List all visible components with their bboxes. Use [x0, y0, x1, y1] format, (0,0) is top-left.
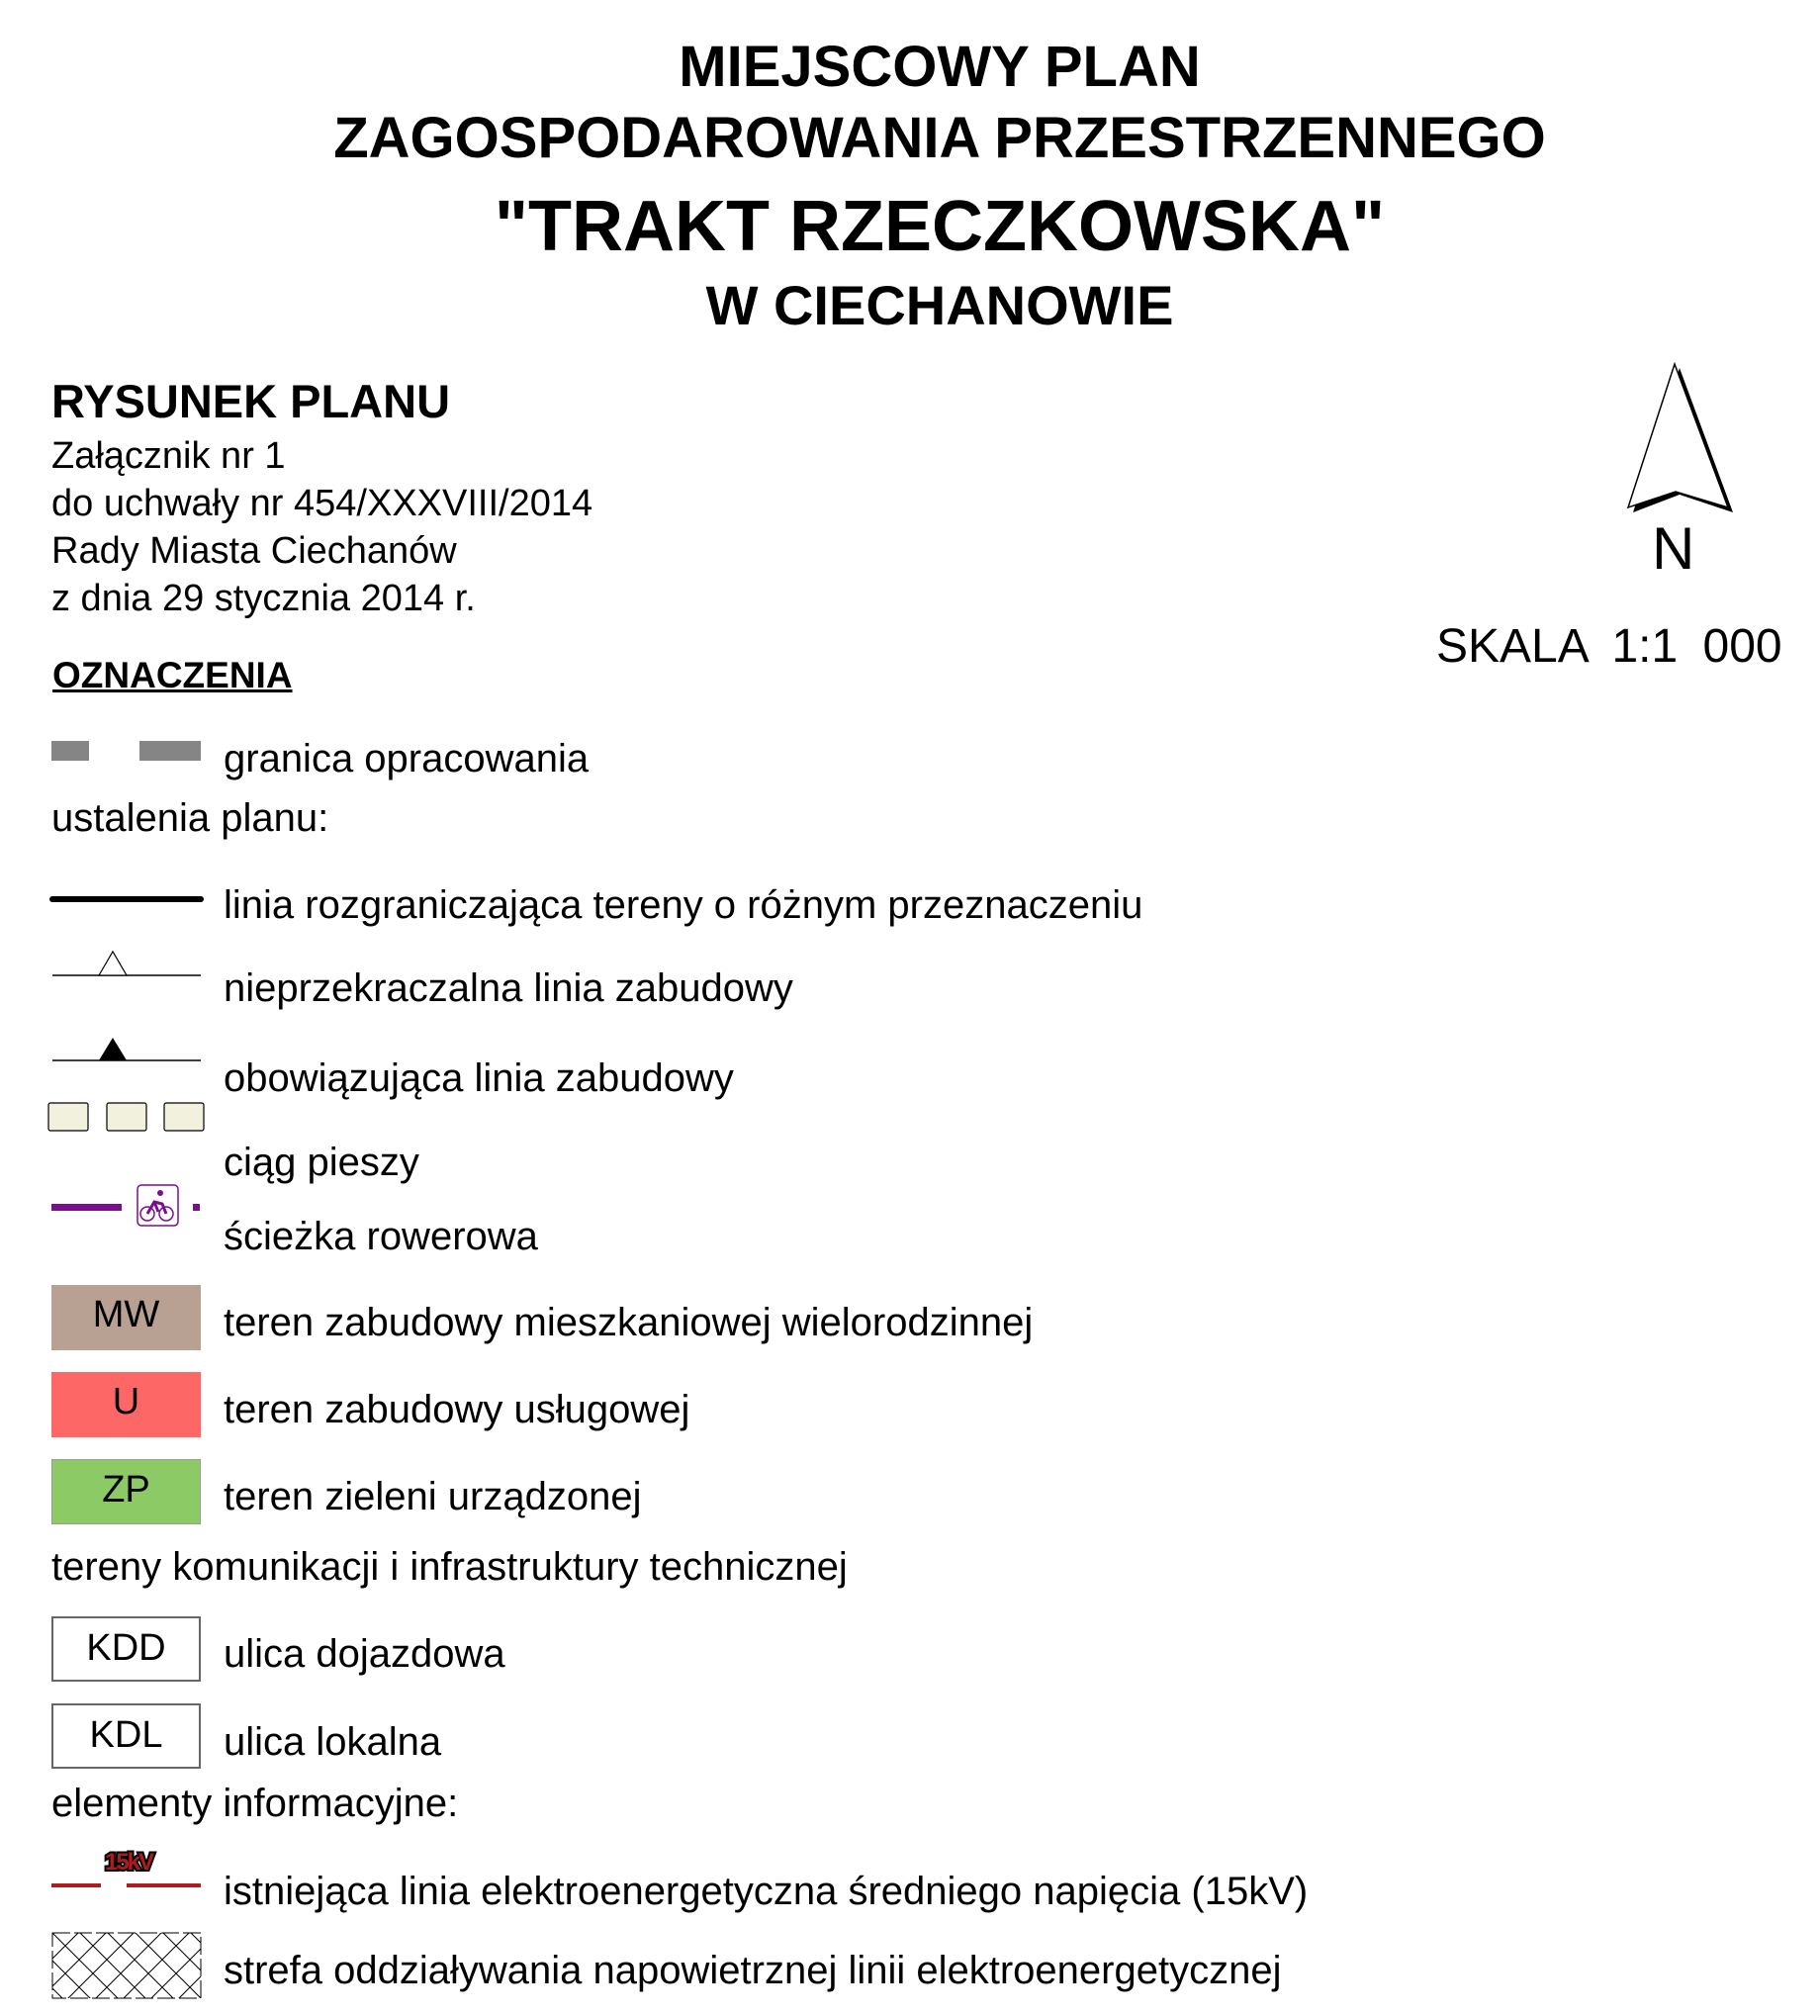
- legend-mw-label: teren zabudowy mieszkaniowej wielorodzinnej: [224, 1301, 1034, 1344]
- legend-pedestrian-label: ciąg pieszy: [224, 1141, 419, 1184]
- legend-kdd-label: ulica dojazdowa: [224, 1632, 505, 1676]
- attachment-line: z dnia 29 stycznia 2014 r.: [51, 578, 476, 619]
- legend-line-divide-label: linia rozgraniczająca tereny o różnym przeznaczeniu: [224, 883, 1143, 927]
- crosshatch-zone-icon: [51, 1932, 202, 1999]
- legend-line-nonexceed-label: nieprzekraczalna linia zabudowy: [224, 966, 793, 1010]
- legend-zone-label: strefa oddziaływania napowietrznej linii elektroenergetycznej: [224, 1949, 1282, 1992]
- scale-label: SKALA 1:1 000: [1436, 620, 1782, 673]
- legend-title: OZNACZENIA: [52, 655, 293, 695]
- legend-boundary-label: granica opracowania: [224, 737, 590, 780]
- legend-power-label: istniejąca linia elektroenergetyczna średniego napięcia (15kV): [224, 1870, 1309, 1913]
- svg-text:15kV: 15kV: [104, 1849, 153, 1876]
- power-line-icon: [51, 1846, 202, 1895]
- section-transport: tereny komunikacji i infrastruktury technicznej: [51, 1545, 848, 1589]
- mw-swatch: MW: [51, 1285, 201, 1350]
- kdd-swatch: KDD: [51, 1616, 201, 1682]
- legend-zp-label: teren zieleni urządzonej: [224, 1475, 642, 1518]
- section-plan: ustalenia planu:: [51, 796, 329, 840]
- zp-swatch: ZP: [51, 1459, 201, 1524]
- title-line-2: ZAGOSPODAROWANIA PRZESTRZENNEGO: [333, 106, 1546, 170]
- boundary-dash-icon: [51, 741, 202, 763]
- attachment-line: Rady Miasta Ciechanów: [51, 530, 457, 572]
- title-line-1: MIEJSCOWY PLAN: [679, 35, 1201, 99]
- legend-line-mandatory-label: obowiązująca linia zabudowy: [224, 1056, 734, 1100]
- pedestrian-path-icon: [47, 1102, 206, 1134]
- drawing-title: RYSUNEK PLANU: [51, 375, 451, 427]
- title-line-4: W CIECHANOWIE: [705, 274, 1174, 336]
- open-triangle-line-icon: [51, 940, 202, 979]
- filled-triangle-line-icon: [51, 1024, 202, 1065]
- legend-bike-label: ścieżka rowerowa: [224, 1215, 538, 1258]
- north-label: N: [1652, 515, 1695, 582]
- legend-u-label: teren zabudowy usługowej: [224, 1388, 690, 1431]
- attachment-line: Załącznik nr 1: [51, 435, 286, 477]
- kdl-swatch: KDL: [51, 1703, 201, 1769]
- title-line-3: "TRAKT RZECZKOWSKA": [494, 187, 1386, 266]
- attachment-line: do uchwały nr 454/XXXVIII/2014: [51, 483, 593, 524]
- legend-kdl-label: ulica lokalna: [224, 1720, 442, 1764]
- north-arrow-icon: [0, 0, 1820, 594]
- solid-line-icon: [49, 894, 204, 906]
- u-swatch: U: [51, 1372, 201, 1437]
- bike-path-icon: [51, 1184, 210, 1228]
- section-info: elementy informacyjne:: [51, 1782, 459, 1825]
